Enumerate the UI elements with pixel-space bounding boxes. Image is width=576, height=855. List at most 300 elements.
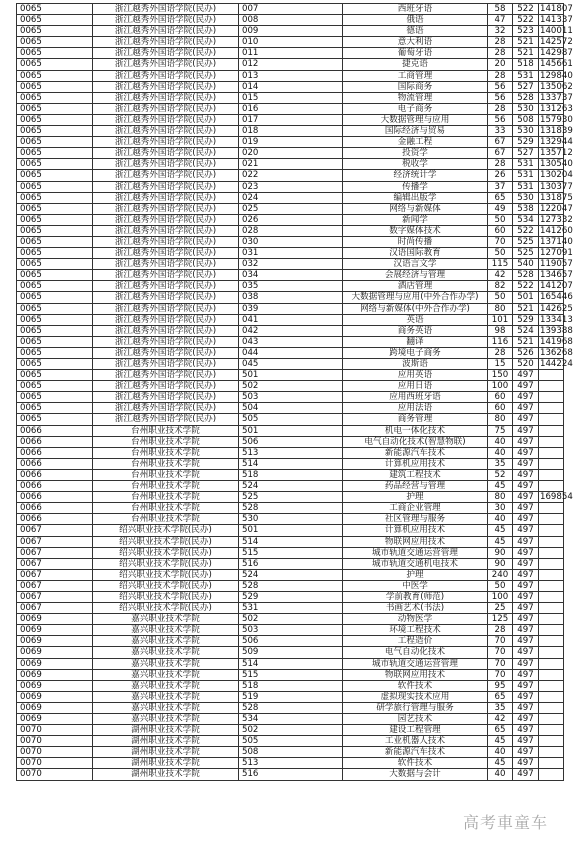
min-rank-cell <box>539 536 564 547</box>
major-code-cell: 515 <box>239 669 343 680</box>
major-code-cell: 017 <box>239 114 343 125</box>
major-name-cell: 金融工程 <box>343 137 488 148</box>
plan-count-cell: 70 <box>488 647 513 658</box>
school-name-cell: 浙江越秀外国语学院(民办) <box>93 370 239 381</box>
major-code-cell: 045 <box>239 359 343 370</box>
min-rank-cell <box>539 747 564 758</box>
plan-count-cell: 28 <box>488 103 513 114</box>
school-name-cell: 湖州职业技术学院 <box>93 736 239 747</box>
table-row <box>17 325 564 336</box>
min-score-cell: 497 <box>513 680 539 691</box>
plan-count-cell: 33 <box>488 126 513 137</box>
plan-count-cell: 45 <box>488 758 513 769</box>
school-name-cell: 浙江越秀外国语学院(民办) <box>93 414 239 425</box>
table-row <box>17 314 564 325</box>
plan-count-cell: 28 <box>488 48 513 59</box>
school-code-cell: 0070 <box>17 769 93 780</box>
school-name-cell: 嘉兴职业技术学院 <box>93 658 239 669</box>
plan-count-cell: 70 <box>488 236 513 247</box>
table-row <box>17 15 564 26</box>
school-code-cell: 0067 <box>17 536 93 547</box>
school-name-cell: 绍兴职业技术学院(民办) <box>93 603 239 614</box>
school-code-cell: 0066 <box>17 492 93 503</box>
major-code-cell: 038 <box>239 292 343 303</box>
table-row <box>17 625 564 636</box>
school-name-cell: 嘉兴职业技术学院 <box>93 680 239 691</box>
school-code-cell: 0069 <box>17 714 93 725</box>
school-name-cell: 浙江越秀外国语学院(民办) <box>93 37 239 48</box>
school-code-cell: 0065 <box>17 314 93 325</box>
min-score-cell: 527 <box>513 148 539 159</box>
min-score-cell: 522 <box>513 281 539 292</box>
min-score-cell: 521 <box>513 303 539 314</box>
table-row <box>17 259 564 270</box>
watermark-text: 高考車童车 <box>462 813 548 832</box>
min-rank-cell <box>539 403 564 414</box>
min-rank-cell: 141207 <box>540 281 573 292</box>
min-rank-cell <box>539 591 564 602</box>
min-rank-cell <box>539 414 564 425</box>
major-code-cell: 524 <box>239 569 343 580</box>
major-name-cell: 药品经营与管理 <box>343 481 488 492</box>
school-name-cell: 绍兴职业技术学院(民办) <box>93 580 239 591</box>
table-row <box>17 425 564 436</box>
school-code-cell: 0066 <box>17 447 93 458</box>
table-row <box>17 347 564 358</box>
major-name-cell: 捷克语 <box>343 59 488 70</box>
major-code-cell: 506 <box>239 436 343 447</box>
plan-count-cell: 50 <box>488 214 513 225</box>
school-code-cell: 0070 <box>17 747 93 758</box>
school-code-cell: 0065 <box>17 126 93 137</box>
min-rank-cell <box>539 525 564 536</box>
major-name-cell: 英语 <box>343 314 488 325</box>
min-rank-cell: 144224 <box>540 359 573 369</box>
table-row <box>17 392 564 403</box>
major-name-cell: 投资学 <box>343 148 488 159</box>
school-code-cell: 0066 <box>17 436 93 447</box>
school-name-cell: 浙江越秀外国语学院(民办) <box>93 126 239 137</box>
major-name-cell: 俄语 <box>343 15 488 26</box>
major-name-cell: 新能源汽车技术 <box>343 447 488 458</box>
school-code-cell: 0065 <box>17 59 93 70</box>
min-score-cell: 497 <box>513 436 539 447</box>
min-score-cell: 531 <box>513 70 539 81</box>
major-name-cell: 城市轨道交通运营管理 <box>343 658 488 669</box>
min-score-cell: 528 <box>513 92 539 103</box>
min-score-cell: 497 <box>513 691 539 702</box>
school-code-cell: 0066 <box>17 458 93 469</box>
table-row <box>17 514 564 525</box>
plan-count-cell: 150 <box>488 370 513 381</box>
major-code-cell: 531 <box>239 603 343 614</box>
major-name-cell: 物流管理 <box>343 92 488 103</box>
plan-count-cell: 98 <box>488 325 513 336</box>
plan-count-cell: 40 <box>488 447 513 458</box>
school-code-cell: 0066 <box>17 425 93 436</box>
major-name-cell: 新闻学 <box>343 214 488 225</box>
school-code-cell: 0069 <box>17 691 93 702</box>
school-code-cell: 0067 <box>17 569 93 580</box>
school-code-cell: 0067 <box>17 603 93 614</box>
plan-count-cell: 56 <box>488 92 513 103</box>
plan-count-cell: 65 <box>488 691 513 702</box>
school-name-cell: 浙江越秀外国语学院(民办) <box>93 325 239 336</box>
major-code-cell: 501 <box>239 525 343 536</box>
min-rank-cell <box>539 580 564 591</box>
major-name-cell: 计算机应用技术 <box>343 458 488 469</box>
major-name-cell: 工商管理 <box>343 70 488 81</box>
min-score-cell: 531 <box>513 181 539 192</box>
min-rank-cell <box>539 614 564 625</box>
school-name-cell: 湖州职业技术学院 <box>93 747 239 758</box>
plan-count-cell: 28 <box>488 70 513 81</box>
plan-count-cell: 100 <box>488 381 513 392</box>
plan-count-cell: 49 <box>488 203 513 214</box>
major-name-cell: 汉语国际教育 <box>343 248 488 259</box>
table-row <box>17 203 564 214</box>
school-name-cell: 绍兴职业技术学院(民办) <box>93 558 239 569</box>
school-name-cell: 浙江越秀外国语学院(民办) <box>93 347 239 358</box>
school-name-cell: 浙江越秀外国语学院(民办) <box>93 170 239 181</box>
min-score-cell: 522 <box>513 4 539 15</box>
min-rank-cell: 135062 <box>540 81 573 92</box>
min-score-cell: 521 <box>513 48 539 59</box>
major-name-cell: 传播学 <box>343 181 488 192</box>
major-code-cell: 035 <box>239 281 343 292</box>
min-score-cell: 531 <box>513 170 539 181</box>
major-code-cell: 525 <box>239 492 343 503</box>
major-name-cell: 学前教育(师范) <box>343 591 488 602</box>
table-row <box>17 736 564 747</box>
table-row <box>17 503 564 514</box>
min-rank-cell <box>539 636 564 647</box>
table-row <box>17 714 564 725</box>
plan-count-cell: 28 <box>488 37 513 48</box>
school-code-cell: 0069 <box>17 680 93 691</box>
school-code-cell: 0065 <box>17 26 93 37</box>
major-name-cell: 编辑出版学 <box>343 192 488 203</box>
plan-count-cell: 40 <box>488 514 513 525</box>
plan-count-cell: 28 <box>488 159 513 170</box>
school-name-cell: 浙江越秀外国语学院(民办) <box>93 281 239 292</box>
major-code-cell: 032 <box>239 259 343 270</box>
major-code-cell: 015 <box>239 92 343 103</box>
table-row <box>17 4 564 15</box>
school-name-cell: 台州职业技术学院 <box>93 514 239 525</box>
major-code-cell: 524 <box>239 481 343 492</box>
major-name-cell: 应用法语 <box>343 403 488 414</box>
table-row <box>17 381 564 392</box>
min-score-cell: 497 <box>513 603 539 614</box>
major-code-cell: 513 <box>239 758 343 769</box>
table-row <box>17 492 564 503</box>
major-name-cell: 国际经济与贸易 <box>343 126 488 137</box>
min-rank-cell: 141807 <box>540 4 573 14</box>
major-name-cell: 软件技术 <box>343 758 488 769</box>
school-name-cell: 浙江越秀外国语学院(民办) <box>93 203 239 214</box>
min-rank-cell: 130377 <box>540 181 573 192</box>
plan-count-cell: 28 <box>488 347 513 358</box>
table-row <box>17 569 564 580</box>
school-name-cell: 湖州职业技术学院 <box>93 758 239 769</box>
min-rank-cell <box>539 370 564 381</box>
school-name-cell: 绍兴职业技术学院(民办) <box>93 536 239 547</box>
min-rank-cell: 141260 <box>540 225 573 236</box>
plan-count-cell: 115 <box>488 259 513 270</box>
plan-count-cell: 101 <box>488 314 513 325</box>
table-row <box>17 159 564 170</box>
school-code-cell: 0065 <box>17 225 93 236</box>
plan-count-cell: 95 <box>488 680 513 691</box>
min-score-cell: 524 <box>513 325 539 336</box>
school-code-cell: 0065 <box>17 381 93 392</box>
min-score-cell: 521 <box>513 336 539 347</box>
min-rank-cell: 119057 <box>540 259 573 270</box>
school-code-cell: 0065 <box>17 170 93 181</box>
school-name-cell: 浙江越秀外国语学院(民办) <box>93 114 239 125</box>
plan-count-cell: 45 <box>488 481 513 492</box>
table-row <box>17 225 564 236</box>
min-rank-cell: 122047 <box>540 203 573 214</box>
admission-data-table <box>16 3 573 781</box>
min-score-cell: 530 <box>513 192 539 203</box>
major-name-cell: 网络与新媒体(中外合作办学) <box>343 303 488 314</box>
plan-count-cell: 40 <box>488 769 513 780</box>
school-name-cell: 嘉兴职业技术学院 <box>93 714 239 725</box>
major-name-cell: 德语 <box>343 26 488 37</box>
min-score-cell: 497 <box>513 569 539 580</box>
min-score-cell: 497 <box>513 702 539 713</box>
school-code-cell: 0070 <box>17 725 93 736</box>
school-name-cell: 浙江越秀外国语学院(民办) <box>93 236 239 247</box>
table-row <box>17 26 564 37</box>
min-score-cell: 497 <box>513 503 539 514</box>
major-name-cell: 护理 <box>343 492 488 503</box>
major-name-cell: 建筑工程技术 <box>343 469 488 480</box>
school-code-cell: 0065 <box>17 347 93 358</box>
school-code-cell: 0065 <box>17 392 93 403</box>
major-name-cell: 商务英语 <box>343 325 488 336</box>
min-score-cell: 497 <box>513 514 539 525</box>
table-row <box>17 403 564 414</box>
school-name-cell: 浙江越秀外国语学院(民办) <box>93 336 239 347</box>
major-name-cell: 葡萄牙语 <box>343 48 488 59</box>
min-rank-cell: 133737 <box>540 92 573 103</box>
table-row <box>17 59 564 70</box>
min-rank-cell <box>539 469 564 480</box>
school-name-cell: 浙江越秀外国语学院(民办) <box>93 92 239 103</box>
school-name-cell: 嘉兴职业技术学院 <box>93 636 239 647</box>
plan-count-cell: 65 <box>488 725 513 736</box>
min-score-cell: 497 <box>513 647 539 658</box>
min-rank-cell <box>539 669 564 680</box>
school-name-cell: 浙江越秀外国语学院(民办) <box>93 314 239 325</box>
school-name-cell: 湖州职业技术学院 <box>93 725 239 736</box>
major-code-cell: 020 <box>239 148 343 159</box>
min-rank-cell: 129840 <box>540 70 573 81</box>
school-code-cell: 0065 <box>17 137 93 148</box>
table-row <box>17 192 564 203</box>
major-name-cell: 应用英语 <box>343 370 488 381</box>
min-rank-cell <box>539 503 564 514</box>
major-name-cell: 城市轨道交通机电技术 <box>343 558 488 569</box>
table-row <box>17 236 564 247</box>
school-code-cell: 0069 <box>17 702 93 713</box>
school-code-cell: 0066 <box>17 469 93 480</box>
table-row <box>17 414 564 425</box>
min-score-cell: 497 <box>513 625 539 636</box>
plan-count-cell: 80 <box>488 492 513 503</box>
major-code-cell: 528 <box>239 503 343 514</box>
major-name-cell: 软件技术 <box>343 680 488 691</box>
school-code-cell: 0069 <box>17 647 93 658</box>
table-row <box>17 669 564 680</box>
school-name-cell: 嘉兴职业技术学院 <box>93 647 239 658</box>
min-rank-cell: 169854 <box>540 492 573 503</box>
school-code-cell: 0065 <box>17 192 93 203</box>
min-score-cell: 525 <box>513 248 539 259</box>
min-score-cell: 497 <box>513 525 539 536</box>
major-name-cell: 经济统计学 <box>343 170 488 181</box>
major-code-cell: 009 <box>239 26 343 37</box>
min-score-cell: 497 <box>513 403 539 414</box>
school-code-cell: 0066 <box>17 514 93 525</box>
plan-count-cell: 70 <box>488 658 513 669</box>
min-score-cell: 497 <box>513 392 539 403</box>
min-rank-cell <box>539 558 564 569</box>
table-row <box>17 292 564 303</box>
school-name-cell: 浙江越秀外国语学院(民办) <box>93 59 239 70</box>
school-code-cell: 0065 <box>17 292 93 303</box>
table-row <box>17 81 564 92</box>
plan-count-cell: 32 <box>488 26 513 37</box>
min-score-cell: 508 <box>513 114 539 125</box>
major-code-cell: 014 <box>239 81 343 92</box>
min-score-cell: 497 <box>513 636 539 647</box>
major-name-cell: 应用西班牙语 <box>343 392 488 403</box>
school-code-cell: 0066 <box>17 481 93 492</box>
major-code-cell: 518 <box>239 469 343 480</box>
min-rank-cell: 131263 <box>540 103 573 114</box>
min-score-cell: 497 <box>513 658 539 669</box>
school-name-cell: 浙江越秀外国语学院(民办) <box>93 15 239 26</box>
plan-count-cell: 80 <box>488 303 513 314</box>
major-code-cell: 025 <box>239 203 343 214</box>
major-code-cell: 023 <box>239 181 343 192</box>
min-rank-cell <box>539 736 564 747</box>
plan-count-cell: 116 <box>488 336 513 347</box>
school-code-cell: 0067 <box>17 591 93 602</box>
school-name-cell: 浙江越秀外国语学院(民办) <box>93 214 239 225</box>
major-code-cell: 501 <box>239 370 343 381</box>
table-row <box>17 114 564 125</box>
min-score-cell: 529 <box>513 314 539 325</box>
school-name-cell: 绍兴职业技术学院(民办) <box>93 547 239 558</box>
major-code-cell: 043 <box>239 336 343 347</box>
table-row <box>17 359 564 370</box>
major-code-cell: 042 <box>239 325 343 336</box>
major-name-cell: 园艺技术 <box>343 714 488 725</box>
major-code-cell: 514 <box>239 458 343 469</box>
major-code-cell: 502 <box>239 381 343 392</box>
min-rank-cell <box>539 569 564 580</box>
plan-count-cell: 58 <box>488 4 513 15</box>
table-row <box>17 647 564 658</box>
min-rank-cell: 131875 <box>540 192 573 203</box>
major-name-cell: 建设工程管理 <box>343 725 488 736</box>
table-row <box>17 747 564 758</box>
plan-count-cell: 65 <box>488 192 513 203</box>
min-rank-cell: 142625 <box>540 303 573 314</box>
min-score-cell: 529 <box>513 137 539 148</box>
school-code-cell: 0065 <box>17 159 93 170</box>
major-name-cell: 波斯语 <box>343 359 488 370</box>
major-name-cell: 应用日语 <box>343 381 488 392</box>
major-name-cell: 数字媒体技术 <box>343 225 488 236</box>
min-score-cell: 530 <box>513 103 539 114</box>
min-rank-cell <box>539 714 564 725</box>
major-code-cell: 022 <box>239 170 343 181</box>
min-rank-cell: 133413 <box>540 314 573 325</box>
major-code-cell: 013 <box>239 70 343 81</box>
min-score-cell: 497 <box>513 558 539 569</box>
school-code-cell: 0067 <box>17 580 93 591</box>
major-name-cell: 西班牙语 <box>343 4 488 15</box>
school-code-cell: 0065 <box>17 270 93 281</box>
major-code-cell: 034 <box>239 270 343 281</box>
school-code-cell: 0065 <box>17 81 93 92</box>
school-name-cell: 浙江越秀外国语学院(民办) <box>93 248 239 259</box>
table-row <box>17 725 564 736</box>
min-score-cell: 538 <box>513 203 539 214</box>
major-code-cell: 516 <box>239 769 343 780</box>
min-rank-cell <box>539 658 564 669</box>
major-code-cell: 031 <box>239 248 343 259</box>
major-code-cell: 501 <box>239 425 343 436</box>
min-score-cell: 497 <box>513 580 539 591</box>
min-rank-cell: 136268 <box>540 347 573 358</box>
table-row <box>17 603 564 614</box>
table-row <box>17 758 564 769</box>
major-code-cell: 518 <box>239 680 343 691</box>
major-code-cell: 012 <box>239 59 343 70</box>
major-name-cell: 网络与新媒体 <box>343 203 488 214</box>
min-rank-cell <box>539 680 564 691</box>
plan-count-cell: 60 <box>488 403 513 414</box>
major-code-cell: 508 <box>239 747 343 758</box>
plan-count-cell: 240 <box>488 569 513 580</box>
table-row <box>17 580 564 591</box>
school-code-cell: 0065 <box>17 236 93 247</box>
school-name-cell: 浙江越秀外国语学院(民办) <box>93 48 239 59</box>
major-code-cell: 516 <box>239 558 343 569</box>
major-name-cell: 物联网应用技术 <box>343 536 488 547</box>
table-row <box>17 281 564 292</box>
school-name-cell: 嘉兴职业技术学院 <box>93 669 239 680</box>
major-code-cell: 515 <box>239 547 343 558</box>
min-rank-cell: 134657 <box>540 270 573 281</box>
min-rank-cell: 141968 <box>540 336 573 347</box>
min-score-cell: 497 <box>513 414 539 425</box>
min-rank-cell: 132944 <box>540 137 573 148</box>
school-name-cell: 台州职业技术学院 <box>93 436 239 447</box>
table-row <box>17 270 564 281</box>
min-rank-cell <box>539 625 564 636</box>
school-name-cell: 台州职业技术学院 <box>93 492 239 503</box>
major-name-cell: 工商企业管理 <box>343 503 488 514</box>
major-name-cell: 计算机应用技术 <box>343 525 488 536</box>
